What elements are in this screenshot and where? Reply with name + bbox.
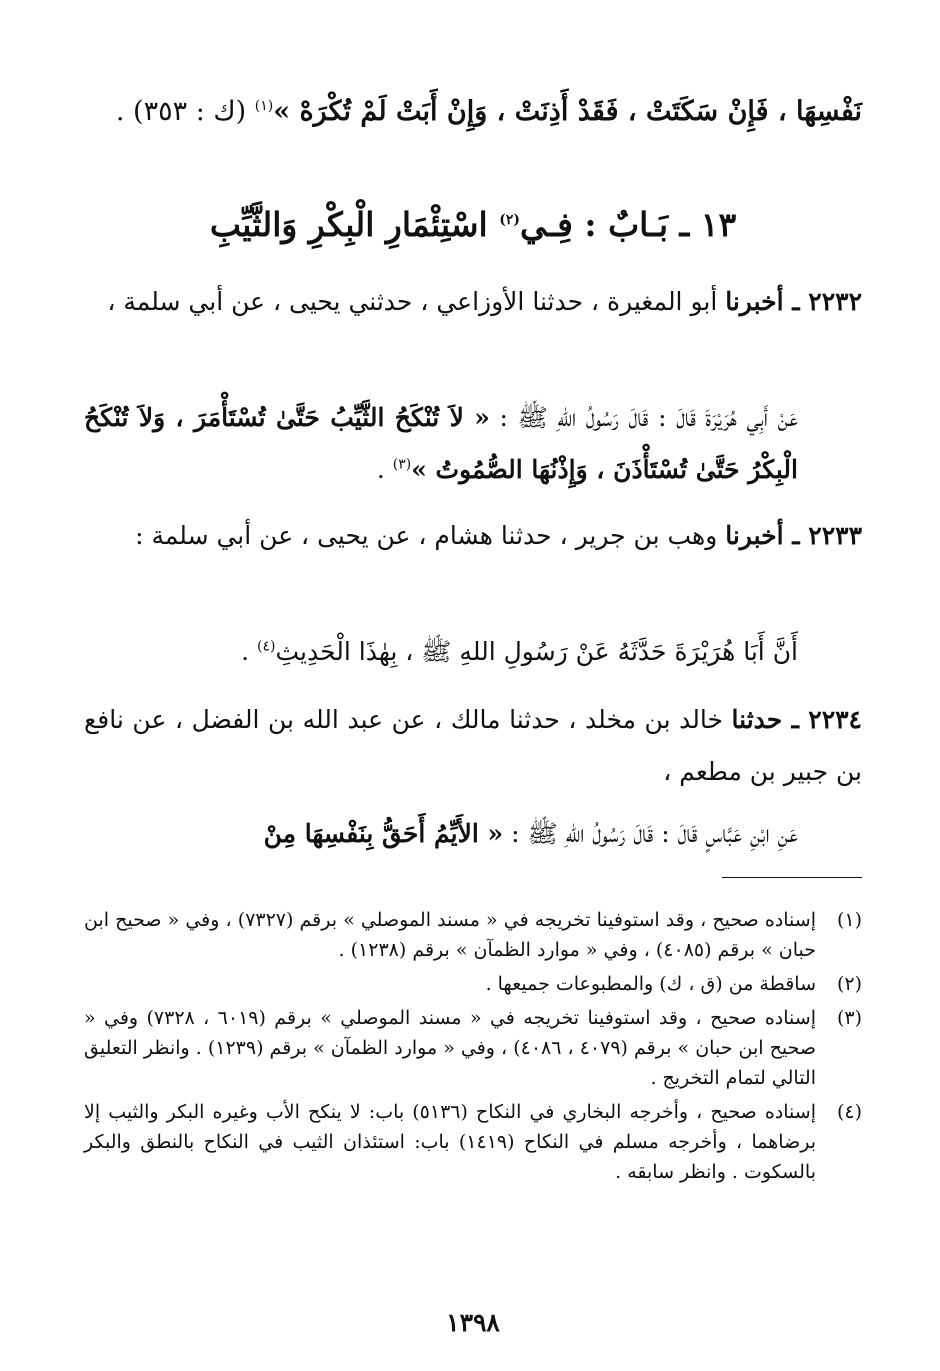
hadith-2232-isnad: [84, 276, 862, 328]
matn-end: .: [241, 637, 250, 666]
matn-intro: عَنِ ابْنِ عَبَّاسٍ قَالَ : قَالَ رَسُولُ اللهِ ﷺ :: [511, 819, 798, 848]
hadith-text: نَفْسِهَا ، فَإِنْ سَكَتَتْ ، فَقَدْ أَذِنَتْ ، وَإِنْ أَبَتْ لَمْ تُكْرَهْ »: [273, 96, 862, 127]
footnote-item: [84, 969, 862, 999]
footnote-marker: (٣): [392, 456, 412, 473]
footnote-item: [84, 905, 862, 965]
continued-hadith-line: [84, 90, 862, 134]
matn-text: « الأَيِّمُ أَحَقُّ بِنَفْسِهَا مِنْ: [263, 819, 504, 848]
footnote-item: [84, 1097, 862, 1187]
footnote-text: ساقطة من (ق ، ك) والمطبوعات جميعها .: [485, 973, 816, 995]
isnad-text: وهب بن جرير ، حدثنا هشام ، عن يحيى ، عن أبي سلمة :: [135, 521, 718, 550]
hadith-2233-isnad: [84, 510, 862, 562]
footnote-number: (٣): [836, 1007, 862, 1029]
footnote-marker: (٤): [257, 638, 276, 655]
hadith-2234-isnad: [84, 694, 862, 798]
matn-text: « لاَ تُنْكَحُ الثَّيِّبُ حَتَّىٰ تُسْتَأْمَرَ ، وَلاَ تُنْكَحُ الْبِكْرُ حَتَّىٰ تُسْتَأْذَنَ ، وَإِذْنُهَا الصُّمُوتُ »: [84, 403, 798, 484]
footnote-text: إسناده صحيح ، وأخرجه البخاري في النكاح (٥١٣٦) باب: لا ينكح الأب وغيره البكر والثيب إلا برضاهما ، وأخرجه مسلم في النكاح (١٤١٩) باب: استئذان الثيب في النكاح بالنطق والبكر بالسكوت . وانظر سابقه .: [84, 1101, 816, 1183]
footnote-text: إسناده صحيح ، وقد استوفينا تخريجه في « مسند الموصلي » برقم (٦٠١٩ ، ٧٣٢٨) وفي « صحيح ابن حبان » برقم (٤٠٧٩ ، ٤٠٨٦) ، وفي « موارد الظمآن » برقم (١٢٣٩) . وانظر التعليق التالي لتمام التخريج .: [84, 1007, 816, 1089]
isnad-text: خالد بن مخلد ، حدثنا مالك ، عن عبد الله بن الفضل ، عن نافع بن جبير بن مطعم ،: [84, 705, 862, 786]
footnote-divider: [722, 877, 862, 878]
footnote-number: (٤): [836, 1101, 862, 1123]
chapter-heading: [84, 200, 862, 250]
chapter-number: ١٣ ـ بَـابٌ : فِـي: [519, 205, 737, 244]
hadith-number: ٢٢٣٢ ـ أخبرنا: [725, 287, 862, 316]
book-page: [84, 0, 862, 1371]
isnad-text: أبو المغيرة ، حدثنا الأوزاعي ، حدثني يحيى ، عن أبي سلمة ،: [107, 287, 718, 316]
hadith-number: ٢٢٣٣ ـ أخبرنا: [725, 521, 862, 550]
hadith-number: ٢٢٣٤ ـ حدثنا: [731, 705, 862, 734]
footnote-number: (١): [836, 909, 862, 931]
page-number: ١٣٩٨: [446, 1308, 500, 1337]
footnote-item: [84, 1003, 862, 1093]
footnote-text: إسناده صحيح ، وقد استوفينا تخريجه في « مسند الموصلي » برقم (٧٣٢٧) ، وفي « صحيح ابن حبان » برقم (٤٠٨٥) ، وفي « موارد الظمآن » برقم (١٢٣٨) .: [84, 909, 816, 961]
matn-end: .: [376, 455, 385, 484]
footnote-marker: (١): [254, 98, 274, 114]
hadith-2232-matn: [84, 392, 862, 496]
matn-text: أَنَّ أَبَا هُرَيْرَةَ حَدَّثَهُ عَنْ رَسُولِ اللهِ ﷺ ، بِهٰذَا الْحَدِيثِ: [275, 637, 798, 666]
source-reference: (ك : ٣٥٣) .: [115, 96, 247, 127]
hadith-2234-matn: [84, 808, 862, 860]
chapter-title: اسْتِئْمَارِ الْبِكْرِ وَالثَّيِّبِ: [209, 205, 488, 244]
matn-intro: عَنْ أَبِي هُرَيْرَةَ قَالَ : قَالَ رَسُولُ اللهِ ﷺ :: [499, 403, 798, 432]
hadith-2233-matn: [84, 626, 862, 678]
footnote-number: (٢): [836, 973, 862, 995]
footnotes: [84, 905, 862, 1191]
footnote-marker: (٢): [499, 212, 520, 228]
